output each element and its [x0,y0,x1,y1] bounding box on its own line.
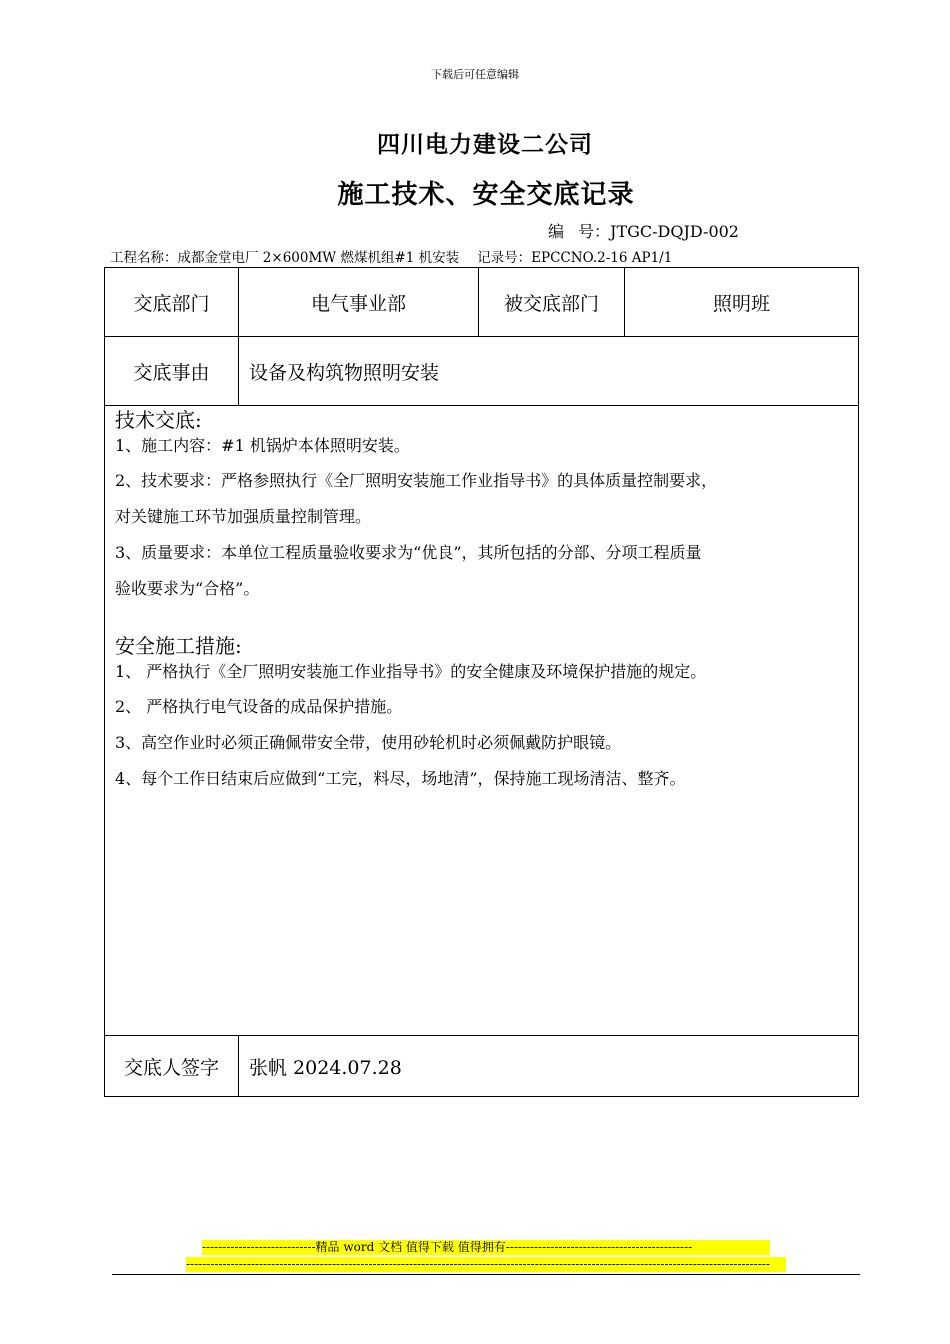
reason-value: 设备及构筑物照明安装 [249,361,440,384]
footer-rule [112,1274,860,1275]
document-title: 施工技术、安全交底记录 [337,180,635,210]
safety-item: 4、每个工作日结束后应做到“工完，料尽，场地清”，保持施工现场清洁、整齐。 [115,769,686,788]
download-note: 下载后可任意编辑 [431,68,519,81]
row-divider [105,405,858,406]
handover-record-table [104,267,859,1097]
tech-item: 2、技术要求：严格参照执行《全厂照明安装施工作业指导书》的具体质量控制要求， [115,471,718,490]
footer-banner-line-1: ----------------------------精品 word 文档 值得下载 值得拥有---------------------------------------------- [202,1240,770,1255]
safety-item: 3、高空作业时必须正确佩带安全带，使用砂轮机时必须佩戴防护眼镜。 [115,733,622,752]
record-label: 记录号： [477,250,532,266]
dept-value: 电气事业部 [310,292,406,315]
footer-banner-line-2: ------------------------------------------------------------------------------------------------------------------------------------------------ [186,1257,786,1272]
tech-item: 3、质量要求：本单位工程质量验收要求为“优良”，其所包括的分部、分项工程质量 [115,543,702,562]
safety-section [115,633,850,797]
dept-label: 交底部门 [133,292,210,315]
signer-label: 交底人签字 [123,1057,219,1079]
tech-item: 1、施工内容：#1 机锅炉本体照明安装。 [115,436,410,455]
code-label: 编 [548,222,565,241]
safety-heading: 安全施工措施: [115,634,242,658]
tech-item: 验收要求为“合格”。 [115,579,260,598]
company-name: 四川电力建设二公司 [377,131,593,158]
reason-label: 交底事由 [133,361,210,384]
code-label-2: 号： [578,222,611,241]
project-name: 成都金堂电厂 2×600MW 燃煤机组#1 机安装 [177,250,460,266]
signer-value: 张帆 2024.07.28 [249,1057,402,1079]
project-name-label: 工程名称： [110,250,178,266]
receiving-dept-value: 照明班 [712,292,770,315]
document-code [548,219,739,242]
record-value: EPCCNO.2-16 AP1/1 [531,250,673,266]
safety-item: 2、 严格执行电气设备的成品保护措施。 [115,697,403,716]
technical-heading: 技术交底: [115,408,202,432]
tech-item: 对关键施工环节加强质量控制管理。 [115,507,372,526]
safety-item: 1、 严格执行《全厂照明安装施工作业指导书》的安全健康及环境保护措施的规定。 [115,662,707,681]
technical-section [115,407,850,607]
column-divider [238,1035,239,1097]
code-value: JTGC-DQJD-002 [610,222,739,241]
receiving-dept-label: 被交底部门 [503,292,599,315]
project-info [110,246,672,266]
